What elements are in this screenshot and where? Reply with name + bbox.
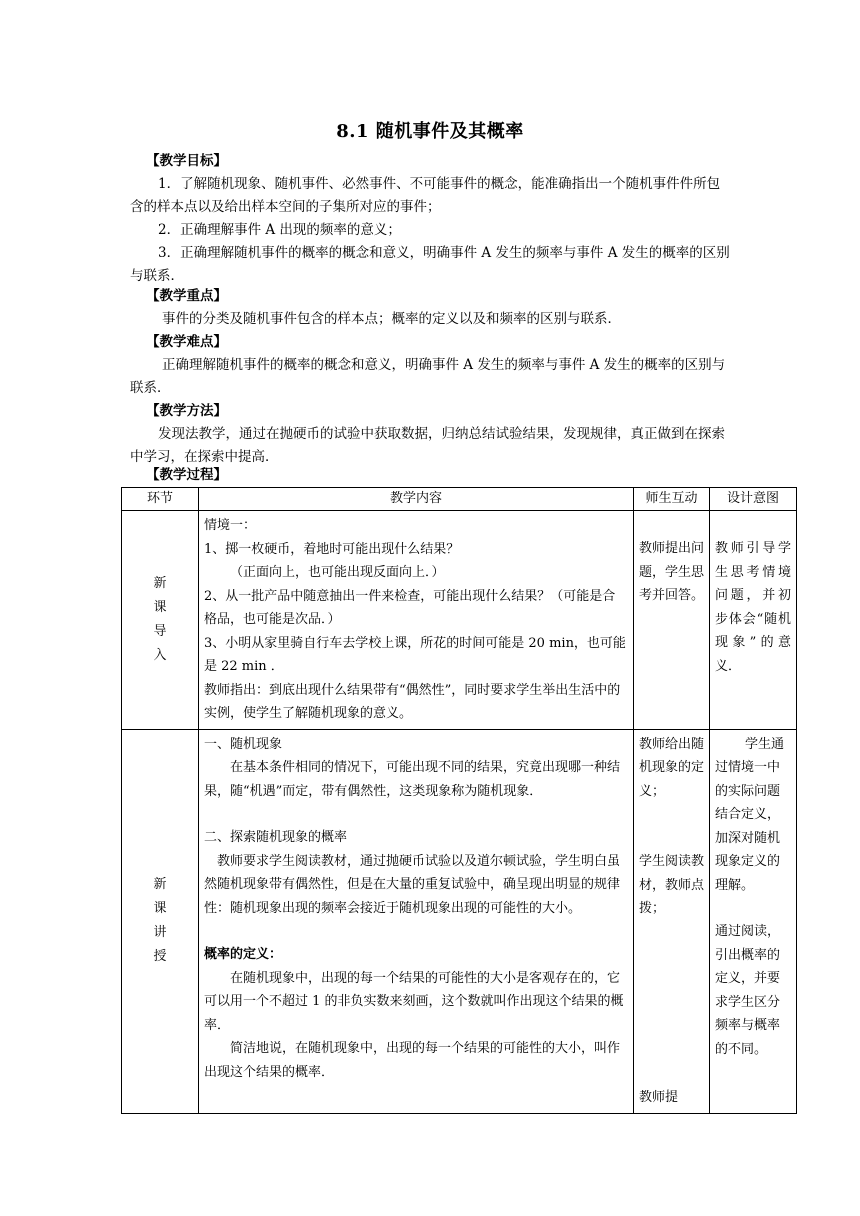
process-heading: 【教学过程】 [146, 467, 227, 483]
difficulties-text: 正确理解随机事件的概率的概念和意义，明确事件 A 发生的频率与事件 A 发生的概率的区别与联系． [130, 357, 726, 396]
col-header-intent: 设计意图 [710, 488, 797, 511]
goal-item-3: 3．正确理解随机事件的概率的概念和意义，明确事件 A 发生的频率与事件 A 发生的概率的区别与联系． [130, 245, 730, 284]
page-title: 8.1 随机事件及其概率 [336, 121, 524, 142]
table-row [122, 729, 797, 1113]
col-header-content: 教学内容 [199, 488, 634, 511]
definition-heading: 概率的定义： [204, 947, 283, 962]
intent-cell: 教师引导学生思考情境问题，并初步体会“随机现象”的意义． [710, 511, 797, 730]
methods-section [130, 400, 732, 469]
key-points-text: 事件的分类及随机事件包含的样本点；概率的定义以及和频率的区别与联系． [162, 311, 621, 327]
goal-item-2: 2．正确理解事件 A 出现的频率的意义； [158, 222, 401, 238]
process-table [121, 487, 797, 1114]
methods-text: 发现法教学，通过在抛硬币的试验中获取数据，归纳总结试验结果，发现规律，真正做到在探索中学习，在探索中提高． [130, 426, 725, 465]
process-section [130, 464, 732, 487]
content-cell: 情境一： 1、掷一枚硬币，着地时可能出现什么结果？ （正面向上，也可能出现反面向上．） 2、从一批产品中随意抽出一件来检查，可能出现什么结果？（可能是合格品，也可能是次品．） 3、小明从家里骑自行车去学校上课，所花的时间可能是 20 min，也可能是 22 min ． 教师指出：到底出现什么结果带有“偶然性”，同时要求学生举出生活中的实例，使学生了解随机现象的意义。 [199, 511, 634, 730]
table-header-row [122, 488, 797, 511]
section-label-intro: 新 课 导 入 [122, 511, 199, 730]
interaction-cell: 教师提出问题，学生思考并回答。 [634, 511, 710, 730]
interaction-cell: 教师给出随机现象的定义； 学生阅读教材，教师点拨； 教师提 [634, 729, 710, 1113]
difficulties-heading: 【教学难点】 [146, 334, 227, 350]
difficulties-section [130, 331, 732, 400]
table-row [122, 511, 797, 730]
key-points-section [130, 285, 732, 331]
section-label-teaching: 新 课 讲 授 [122, 729, 199, 1113]
intent-cell: 学生通过情境一中的实际问题结合定义，加深对随机现象定义的理解。 通过阅读，引出概率的定义，并要求学生区分频率与概率的不同。 [710, 729, 797, 1113]
content-cell: 一、随机现象 在基本条件相同的情况下，可能出现不同的结果，究竟出现哪一种结果，随“机遇”而定，带有偶然性，这类现象称为随机现象． 二、探索随机现象的概率 教师要求学生阅读教材，通过抛硬币试验以及道尔顿试验，学生明白虽然随机现象带有偶然性，但是在大量的重复试验中，确呈现出明显的规律性：随机现象出现的频率会接近于随机现象出现的可能性的大小。 概率的定义： 在随机现象中，出现的每一个结果的可能性的大小是客观存在的，它可以用一个不超过 1 的非负实数来刻画，这个数就叫作出现这个结果的概率． 简洁地说，在随机现象中，出现的每一个结果的可能性的大小，叫作出现这个结果的概率． [199, 729, 634, 1113]
goals-section [130, 150, 732, 288]
key-points-heading: 【教学重点】 [146, 288, 227, 304]
methods-heading: 【教学方法】 [146, 403, 227, 419]
goal-item-1: 1．了解随机现象、随机事件、必然事件、不可能事件的概念，能准确指出一个随机事件件所包含的样本点以及给出样本空间的子集所对应的事件； [130, 176, 721, 215]
goals-heading: 【教学目标】 [146, 153, 227, 169]
col-header-interaction: 师生互动 [634, 488, 710, 511]
col-header-section: 环节 [122, 488, 199, 511]
